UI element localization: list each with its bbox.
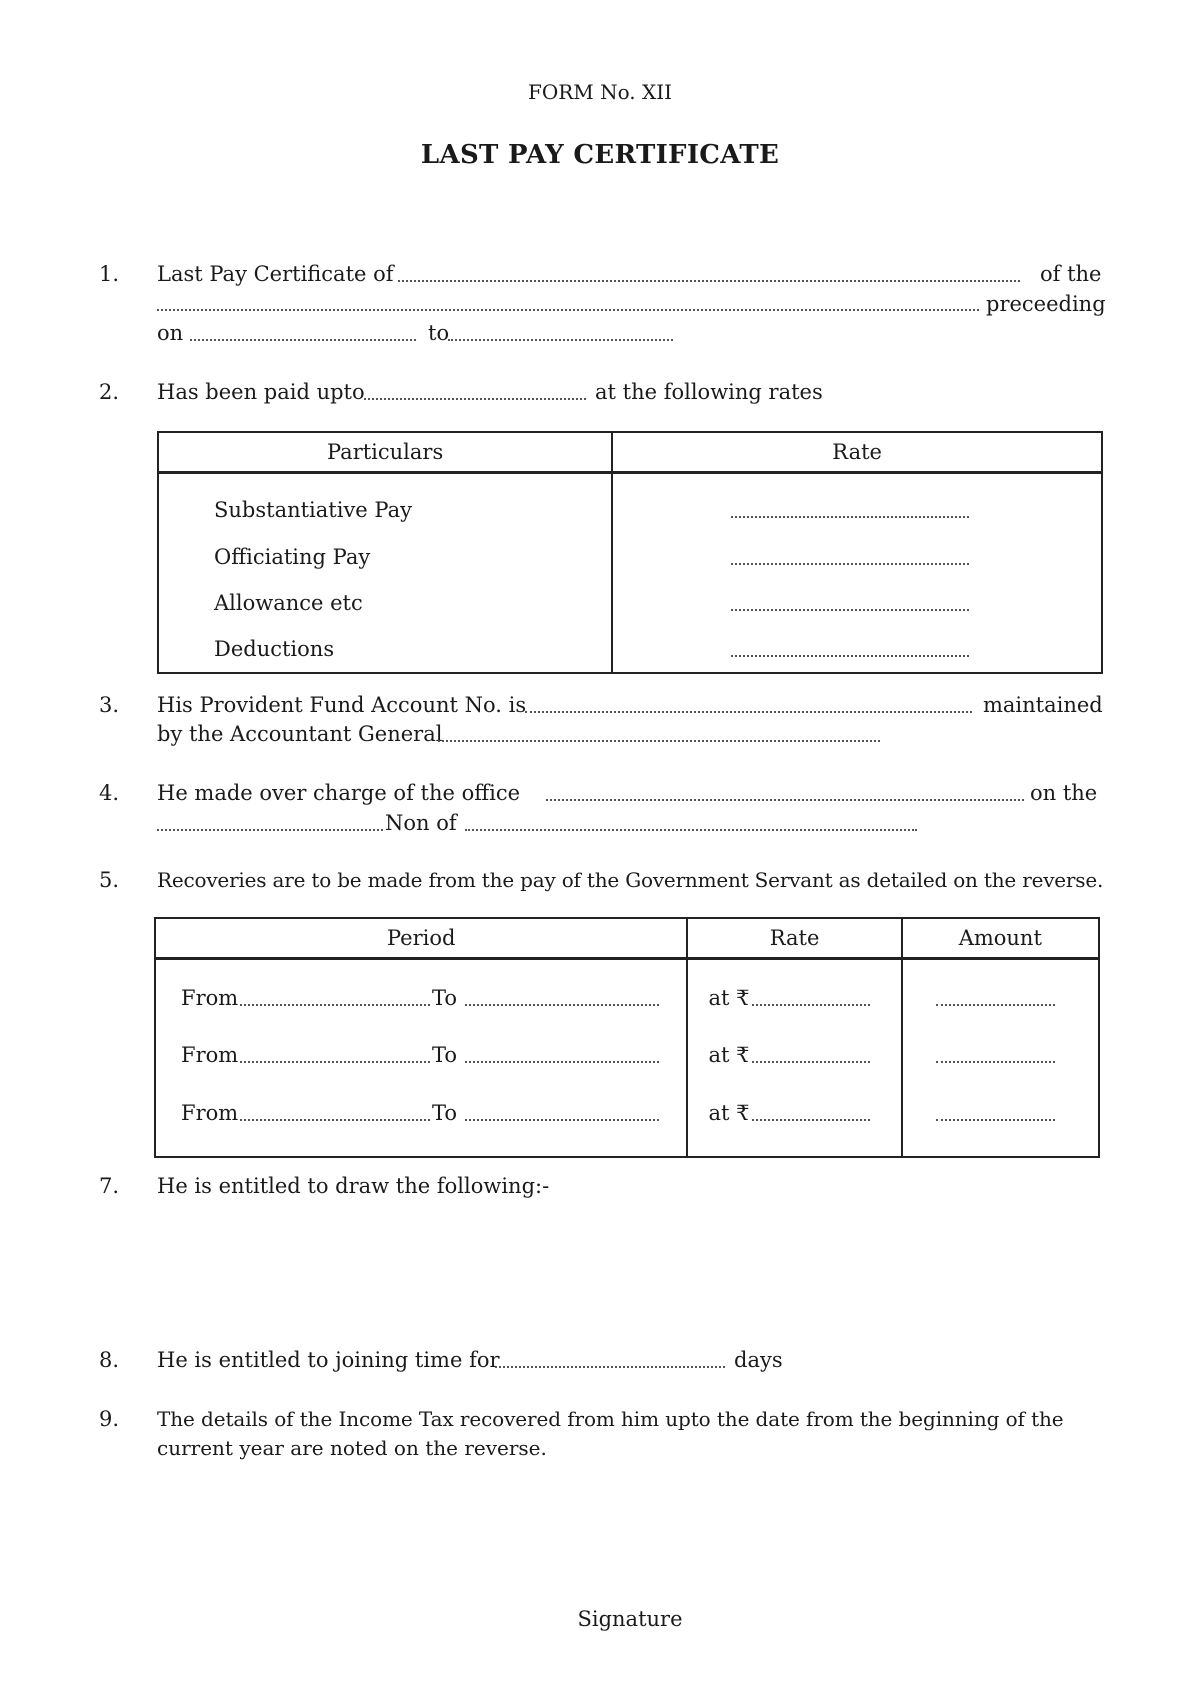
particular-substantive-pay: Substantiative Pay	[214, 498, 412, 522]
period-cell	[155, 959, 687, 1158]
rates-header-particulars: Particulars	[158, 432, 612, 473]
recovery-rate-blank-2[interactable]	[752, 1061, 870, 1063]
rates-table	[157, 431, 1103, 674]
item-1-of-the: of the	[1040, 262, 1102, 286]
period-from-blank-1[interactable]	[240, 1004, 430, 1006]
rate-prefix-2: at ₹	[708, 1043, 750, 1067]
accountant-general-blank[interactable]	[438, 740, 880, 742]
item-5-number: 5.	[99, 868, 120, 892]
item-3-tail: maintained	[983, 693, 1103, 717]
item-1-on: on	[157, 321, 184, 345]
form-number: FORM No. XII	[527, 80, 673, 104]
recovery-header-amount: Amount	[902, 918, 1099, 959]
recovery-amount-cell	[902, 959, 1099, 1158]
item-9-line1: The details of the Income Tax recovered from him upto the date from the beginning of the	[157, 1407, 1064, 1431]
recovery-amount-blank-2[interactable]	[936, 1061, 1055, 1063]
recovery-amount-blank-3[interactable]	[936, 1119, 1055, 1121]
charge-non-of-blank[interactable]	[465, 829, 917, 831]
item-1-label: Last Pay Certificate of	[157, 262, 394, 286]
period-to-blank-1[interactable]	[465, 1004, 659, 1006]
item-4-line2-label: Non of	[385, 811, 457, 835]
recovery-rate-blank-1[interactable]	[752, 1004, 870, 1006]
joining-time-blank[interactable]	[495, 1366, 725, 1368]
paid-upto-blank[interactable]	[364, 398, 586, 400]
item-3-number: 3.	[99, 693, 120, 717]
page-title: LAST PAY CERTIFICATE	[420, 140, 780, 170]
item-8-label: He is entitled to joining time for	[157, 1348, 500, 1372]
rates-header-rate: Rate	[612, 432, 1102, 473]
item-9-line2: current year are noted on the reverse.	[157, 1436, 547, 1460]
item-1-to: to	[428, 321, 450, 345]
recovery-rate-cell	[687, 959, 901, 1158]
particulars-cell	[158, 473, 612, 674]
item-7-text: He is entitled to draw the following:-	[157, 1174, 550, 1198]
item-9-number: 9.	[99, 1407, 120, 1431]
item-4-number: 4.	[99, 781, 120, 805]
item-2-number: 2.	[99, 380, 120, 404]
leave-to-blank[interactable]	[448, 339, 673, 341]
item-1-preceeding: preceeding	[986, 292, 1106, 316]
period-from-label-2: From	[181, 1043, 239, 1067]
signature-label: Signature	[577, 1607, 683, 1631]
period-to-label-2: To	[432, 1043, 458, 1067]
recovery-table	[154, 917, 1100, 1158]
rate-substantive-blank[interactable]	[731, 516, 969, 518]
recovery-rate-blank-3[interactable]	[752, 1119, 870, 1121]
item-4-label: He made over charge of the office	[157, 781, 521, 805]
period-to-label-3: To	[432, 1101, 458, 1125]
item-7-number: 7.	[99, 1174, 120, 1198]
pf-account-blank[interactable]	[525, 711, 972, 713]
period-from-label-3: From	[181, 1101, 239, 1125]
item-2-label: Has been paid upto	[157, 380, 365, 404]
period-from-blank-3[interactable]	[240, 1119, 430, 1121]
item-3-label: His Provident Fund Account No. is	[157, 693, 527, 717]
particular-officiating-pay: Officiating Pay	[214, 545, 371, 569]
rate-prefix-3: at ₹	[708, 1101, 750, 1125]
recovery-header-rate: Rate	[687, 918, 901, 959]
leave-from-blank[interactable]	[190, 339, 416, 341]
office-name-blank[interactable]	[157, 309, 979, 311]
item-5-text: Recoveries are to be made from the pay of the Government Servant as detailed on the reverse.	[157, 868, 1104, 892]
office-charge-blank[interactable]	[546, 799, 1024, 801]
period-from-label-1: From	[181, 986, 239, 1010]
item-1-number: 1.	[99, 262, 120, 286]
item-8-number: 8.	[99, 1348, 120, 1372]
charge-date-blank[interactable]	[157, 829, 383, 831]
period-to-blank-2[interactable]	[465, 1061, 659, 1063]
rate-allowance-blank[interactable]	[731, 609, 969, 611]
particular-allowance: Allowance etc	[214, 591, 363, 615]
period-to-label-1: To	[432, 986, 458, 1010]
item-2-tail: at the following rates	[595, 380, 823, 404]
rate-officiating-blank[interactable]	[731, 563, 969, 565]
period-to-blank-3[interactable]	[465, 1119, 659, 1121]
recovery-header-period: Period	[155, 918, 687, 959]
rate-deductions-blank[interactable]	[731, 655, 969, 657]
item-4-tail: on the	[1030, 781, 1098, 805]
particular-deductions: Deductions	[214, 637, 335, 661]
period-from-blank-2[interactable]	[240, 1061, 430, 1063]
rate-prefix-1: at ₹	[708, 986, 750, 1010]
recovery-amount-blank-1[interactable]	[936, 1004, 1055, 1006]
employee-name-blank[interactable]	[398, 280, 1020, 282]
item-3-line2: by the Accountant General	[157, 722, 443, 746]
item-8-tail: days	[734, 1348, 783, 1372]
rate-cell	[612, 473, 1102, 674]
